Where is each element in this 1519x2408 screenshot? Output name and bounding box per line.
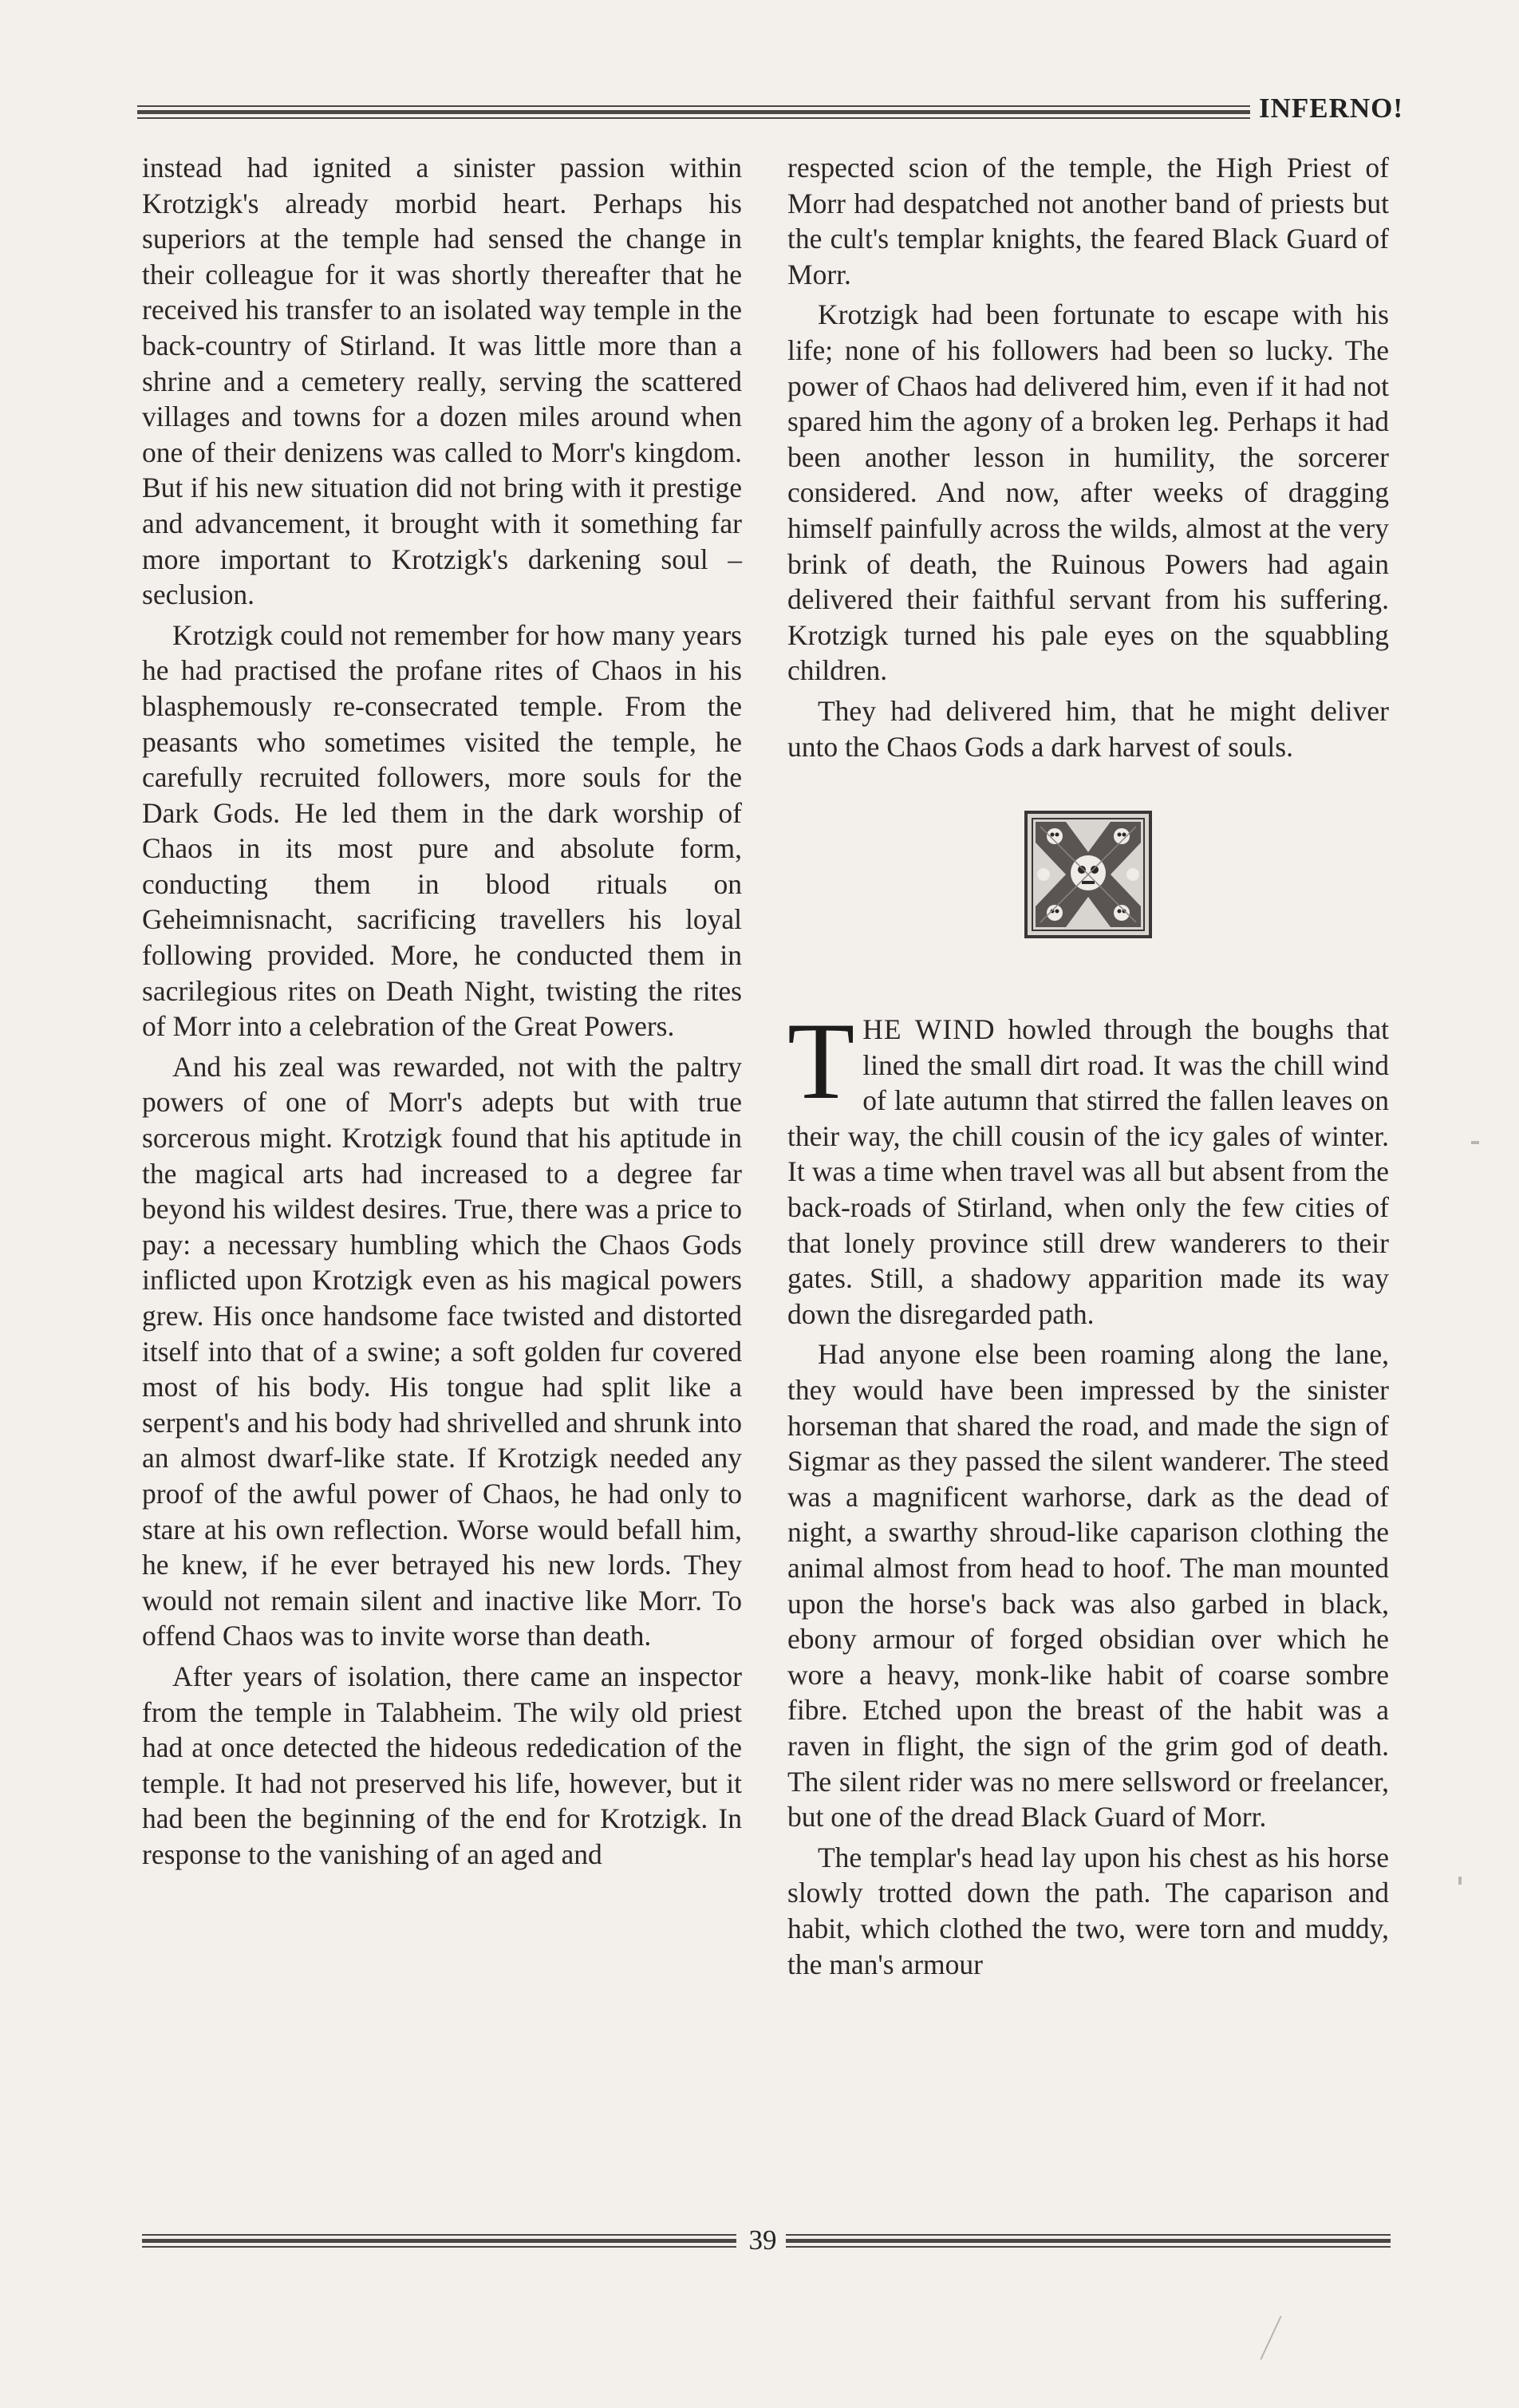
drop-cap: T xyxy=(787,1000,855,1123)
right-column xyxy=(787,150,1389,2201)
paragraph: After years of isolation, there came an inspector from the temple in Talabheim. The wily old priest had at once detected the hideous rededication of the temple. It had not preserved his life, however, but it had been the beginning of the end for Krotzigk. In response to the vanishing of an aged and xyxy=(142,1660,742,1870)
paragraph: Krotzigk had been fortunate to escape with his life; none of his followers had been so lucky. The power of Chaos had delivered him, even if it had not spared him the agony of a broken leg. Perhaps it had been another lesson in humility, the sorcerer considered. And now, after weeks of dragging himself painfully across the wilds, almost at the very brink of death, the Ruinous Powers had again delivered their faithful servant from his suffering. Krotzigk turned his pale eyes on the squabbling children. xyxy=(787,298,1389,687)
paragraph: Had anyone else been roaming along the lane, they would have been impressed by the sinister horseman that shared the road, and made the sign of Sigmar as they passed the silent wanderer. The steed was a magnificent warhorse, dark as the dead of night, a swarthy shroud-like caparison clothing the animal almost from head to hoof. The man mounted upon the horse's back was also garbed in black, ebony armour of forged obsidian over which he wore a heavy, monk-like habit of coarse sombre fibre. Etched upon the breast of the habit was a raven in flight, the sign of the grim god of death. The silent rider was no mere sellsword or freelancer, but one of the dread Black Guard of Morr. xyxy=(787,1338,1389,1834)
paragraph-text: howled through the boughs that lined the small dirt road. It was the chill wind of late autumn that stirred the fallen leaves on their way, the chill cousin of the icy gales of winter. It was a time when travel was all but absent from the back-roads of Stirland, when only the few cities of that lonely province still drew wanderers to their gates. Still, a shadowy apparition made its way down the disregarded path. xyxy=(787,1013,1389,1330)
paragraph: respected scion of the temple, the High Priest of Morr had despatched not another band of priests but the cult's templar knights, the feared Black Guard of Morr. xyxy=(787,152,1389,290)
paragraph: Krotzigk could not remember for how many years he had practised the profane rites of Chaos in his blasphemously re-consecrated temple. From the peasants who sometimes visited the temple, he carefully recruited followers, more souls for the Dark Gods. He led them in the dark worship of Chaos in its most pure and absolute form, conducting them in blood rituals on Geheimnisnacht, sacrificing travellers his loyal following provided. More, he conducted them in sacrilegious rites on Death Night, twisting the rites of Morr into a celebration of the Great Powers. xyxy=(142,618,742,1043)
scan-speck xyxy=(1471,1141,1479,1144)
page-number: 39 xyxy=(748,2224,777,2256)
header-rule xyxy=(137,105,1250,120)
paragraph: The templar's head lay upon his chest as his horse slowly trotted down the path. The caparison and habit, which clothed the two, were torn and muddy, the man's armour xyxy=(787,1841,1389,1980)
skull-ornament-icon xyxy=(1024,811,1152,938)
footer-rule-left xyxy=(142,2234,736,2248)
lead-in: HE WIND xyxy=(862,1013,996,1046)
paragraph: They had delivered him, that he might deliver unto the Chaos Gods a dark harvest of souls. xyxy=(787,694,1389,763)
scan-speck xyxy=(1260,2315,1281,2359)
running-head: INFERNO! xyxy=(1259,93,1404,124)
paragraph: instead had ignited a sinister passion within Krotzigk's already morbid heart. Perhaps his superiors at the temple had sensed the change in their colleague for it was shortly thereafter that he received his transfer to an isolated way temple in the back-country of Stirland. It was little more than a shrine and a cemetery really, serving the scattered villages and towns for a dozen miles around when one of their denizens was called to Morr's kingdom. But if his new situation did not bring with it prestige and advancement, it brought with it something far more important to Krotzigk's darkening soul – seclusion. xyxy=(142,152,742,611)
paragraph: And his zeal was rewarded, not with the paltry powers of one of Morr's adepts but with true sorcerous might. Krotzigk found that his aptitude in the magical arts had increased to a degree far beyond his wildest desires. True, there was a price to pay: a necessary humbling which the Chaos Gods inflicted upon Krotzigk even as his magical powers grew. His once handsome face twisted and distorted itself into that of a swine; a soft golden fur covered most of his body. His tongue had split like a serpent's and his body had shrivelled and shrunk into an almost dwarf-like state. If Krotzigk needed any proof of the awful power of Chaos, he had only to stare at his own reflection. Worse would befall him, he knew, if he ever betrayed his new lords. They would not remain silent and inactive like Morr. To offend Chaos was to invite worse than death. xyxy=(142,1050,742,1652)
footer-rule-right xyxy=(786,2234,1391,2248)
left-column xyxy=(142,150,742,2201)
opening-paragraph xyxy=(787,1000,1389,1332)
scan-speck xyxy=(1458,1877,1462,1885)
